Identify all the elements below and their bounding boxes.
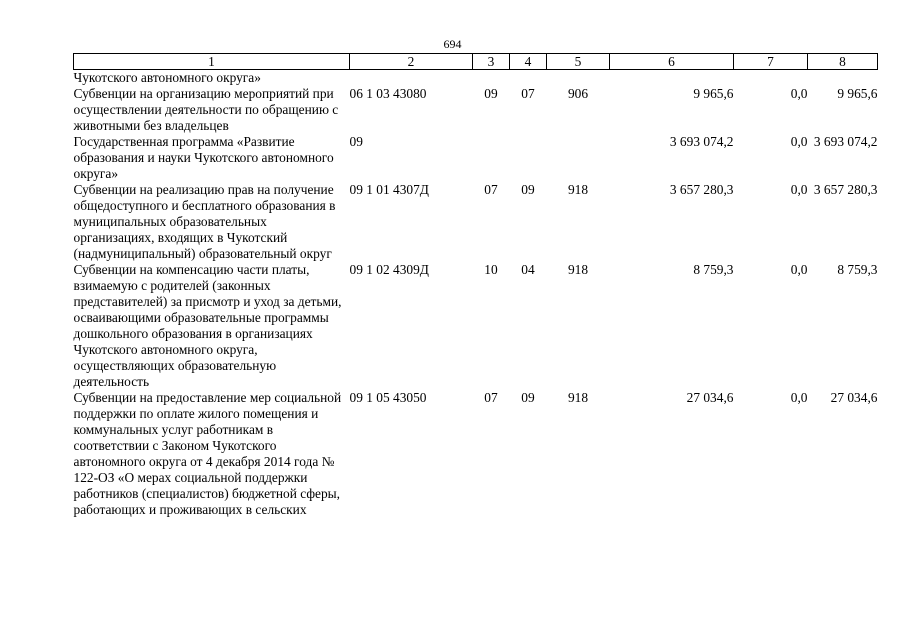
row-code <box>350 70 473 87</box>
row-type: 918 <box>567 390 589 405</box>
table-row <box>74 86 878 134</box>
column-header-7: 7 <box>734 54 808 70</box>
row-amount-6: 3 657 280,3 <box>669 182 734 197</box>
row-code: 09 1 02 4309Д <box>349 262 429 277</box>
column-header-1: 1 <box>74 54 350 70</box>
row-amount-7: 0,0 <box>790 262 808 277</box>
row-type <box>547 70 610 87</box>
row-amount-6 <box>610 70 734 87</box>
table-header-row <box>74 54 878 70</box>
row-name: Государственная программа «Развитие образования и науки Чукотского автономного округа» <box>73 134 334 181</box>
row-name: Субвенции на реализацию прав на получение общедоступного и бесплатного образования в муниципальных образовательных организациях, входящих в Чукотский (надмуниципальный) образовательный округ <box>73 182 336 261</box>
page-number: 694 <box>443 37 462 51</box>
row-code: 09 1 01 4307Д <box>349 182 429 197</box>
table-row <box>74 134 878 182</box>
row-amount-8 <box>808 70 878 87</box>
budget-table <box>73 53 878 518</box>
row-amount-8: 8 759,3 <box>837 262 878 277</box>
row-section: 10 <box>484 262 498 277</box>
row-subsection: 04 <box>521 262 535 277</box>
row-subsection <box>510 134 547 182</box>
table-row <box>74 182 878 262</box>
row-amount-8: 9 965,6 <box>837 86 878 101</box>
row-type: 906 <box>567 86 589 101</box>
column-header-2: 2 <box>350 54 473 70</box>
row-subsection: 07 <box>521 86 535 101</box>
row-name: Чукотского автономного округа» <box>73 70 261 85</box>
row-amount-7: 0,0 <box>790 86 808 101</box>
row-type: 918 <box>567 262 589 277</box>
row-subsection: 09 <box>521 182 535 197</box>
row-code: 06 1 03 43080 <box>349 86 427 101</box>
column-header-3: 3 <box>473 54 510 70</box>
row-amount-7: 0,0 <box>790 134 808 149</box>
row-section <box>473 134 510 182</box>
row-amount-6: 3 693 074,2 <box>669 134 734 149</box>
row-section: 09 <box>484 86 498 101</box>
row-amount-6: 8 759,3 <box>693 262 734 277</box>
table-row <box>74 390 878 518</box>
row-type: 918 <box>567 182 589 197</box>
row-amount-6: 9 965,6 <box>693 86 734 101</box>
row-code: 09 1 05 43050 <box>349 390 427 405</box>
row-subsection <box>510 70 547 87</box>
row-section: 07 <box>484 390 498 405</box>
row-amount-7: 0,0 <box>790 390 808 405</box>
row-name: Субвенции на организацию мероприятий при осуществлении деятельности по обращению с животными без владельцев <box>73 86 339 133</box>
column-header-4: 4 <box>510 54 547 70</box>
row-name: Субвенции на предоставление мер социальной поддержки по оплате жилого помещения и коммунальных услуг работникам в соответствии с Законом Чукотского автономного округа от 4 декабря 2014 года № 122-ОЗ «О мерах социальной поддержки работников (специалистов) бюджетной сферы, работающих и проживающих в сельских <box>73 390 342 517</box>
row-amount-7: 0,0 <box>790 182 808 197</box>
table-row <box>74 70 878 87</box>
row-section <box>473 70 510 87</box>
row-section: 07 <box>484 182 498 197</box>
row-name: Субвенции на компенсацию части платы, взимаемую с родителей (законных представителей) за присмотр и уход за детьми, осваивающими образовательные программы дошкольного образования в организациях Чукотского автономного округа, осуществляющих образовательную деятельность <box>73 262 342 389</box>
row-subsection: 09 <box>521 390 535 405</box>
row-code: 09 <box>349 134 363 149</box>
column-header-6: 6 <box>610 54 734 70</box>
row-type <box>547 134 610 182</box>
row-amount-6: 27 034,6 <box>686 390 734 405</box>
column-header-8: 8 <box>808 54 878 70</box>
row-amount-8: 27 034,6 <box>830 390 878 405</box>
column-header-5: 5 <box>547 54 610 70</box>
table-row <box>74 262 878 390</box>
row-amount-8: 3 657 280,3 <box>813 182 878 197</box>
row-amount-8: 3 693 074,2 <box>813 134 878 149</box>
row-amount-7 <box>734 70 808 87</box>
